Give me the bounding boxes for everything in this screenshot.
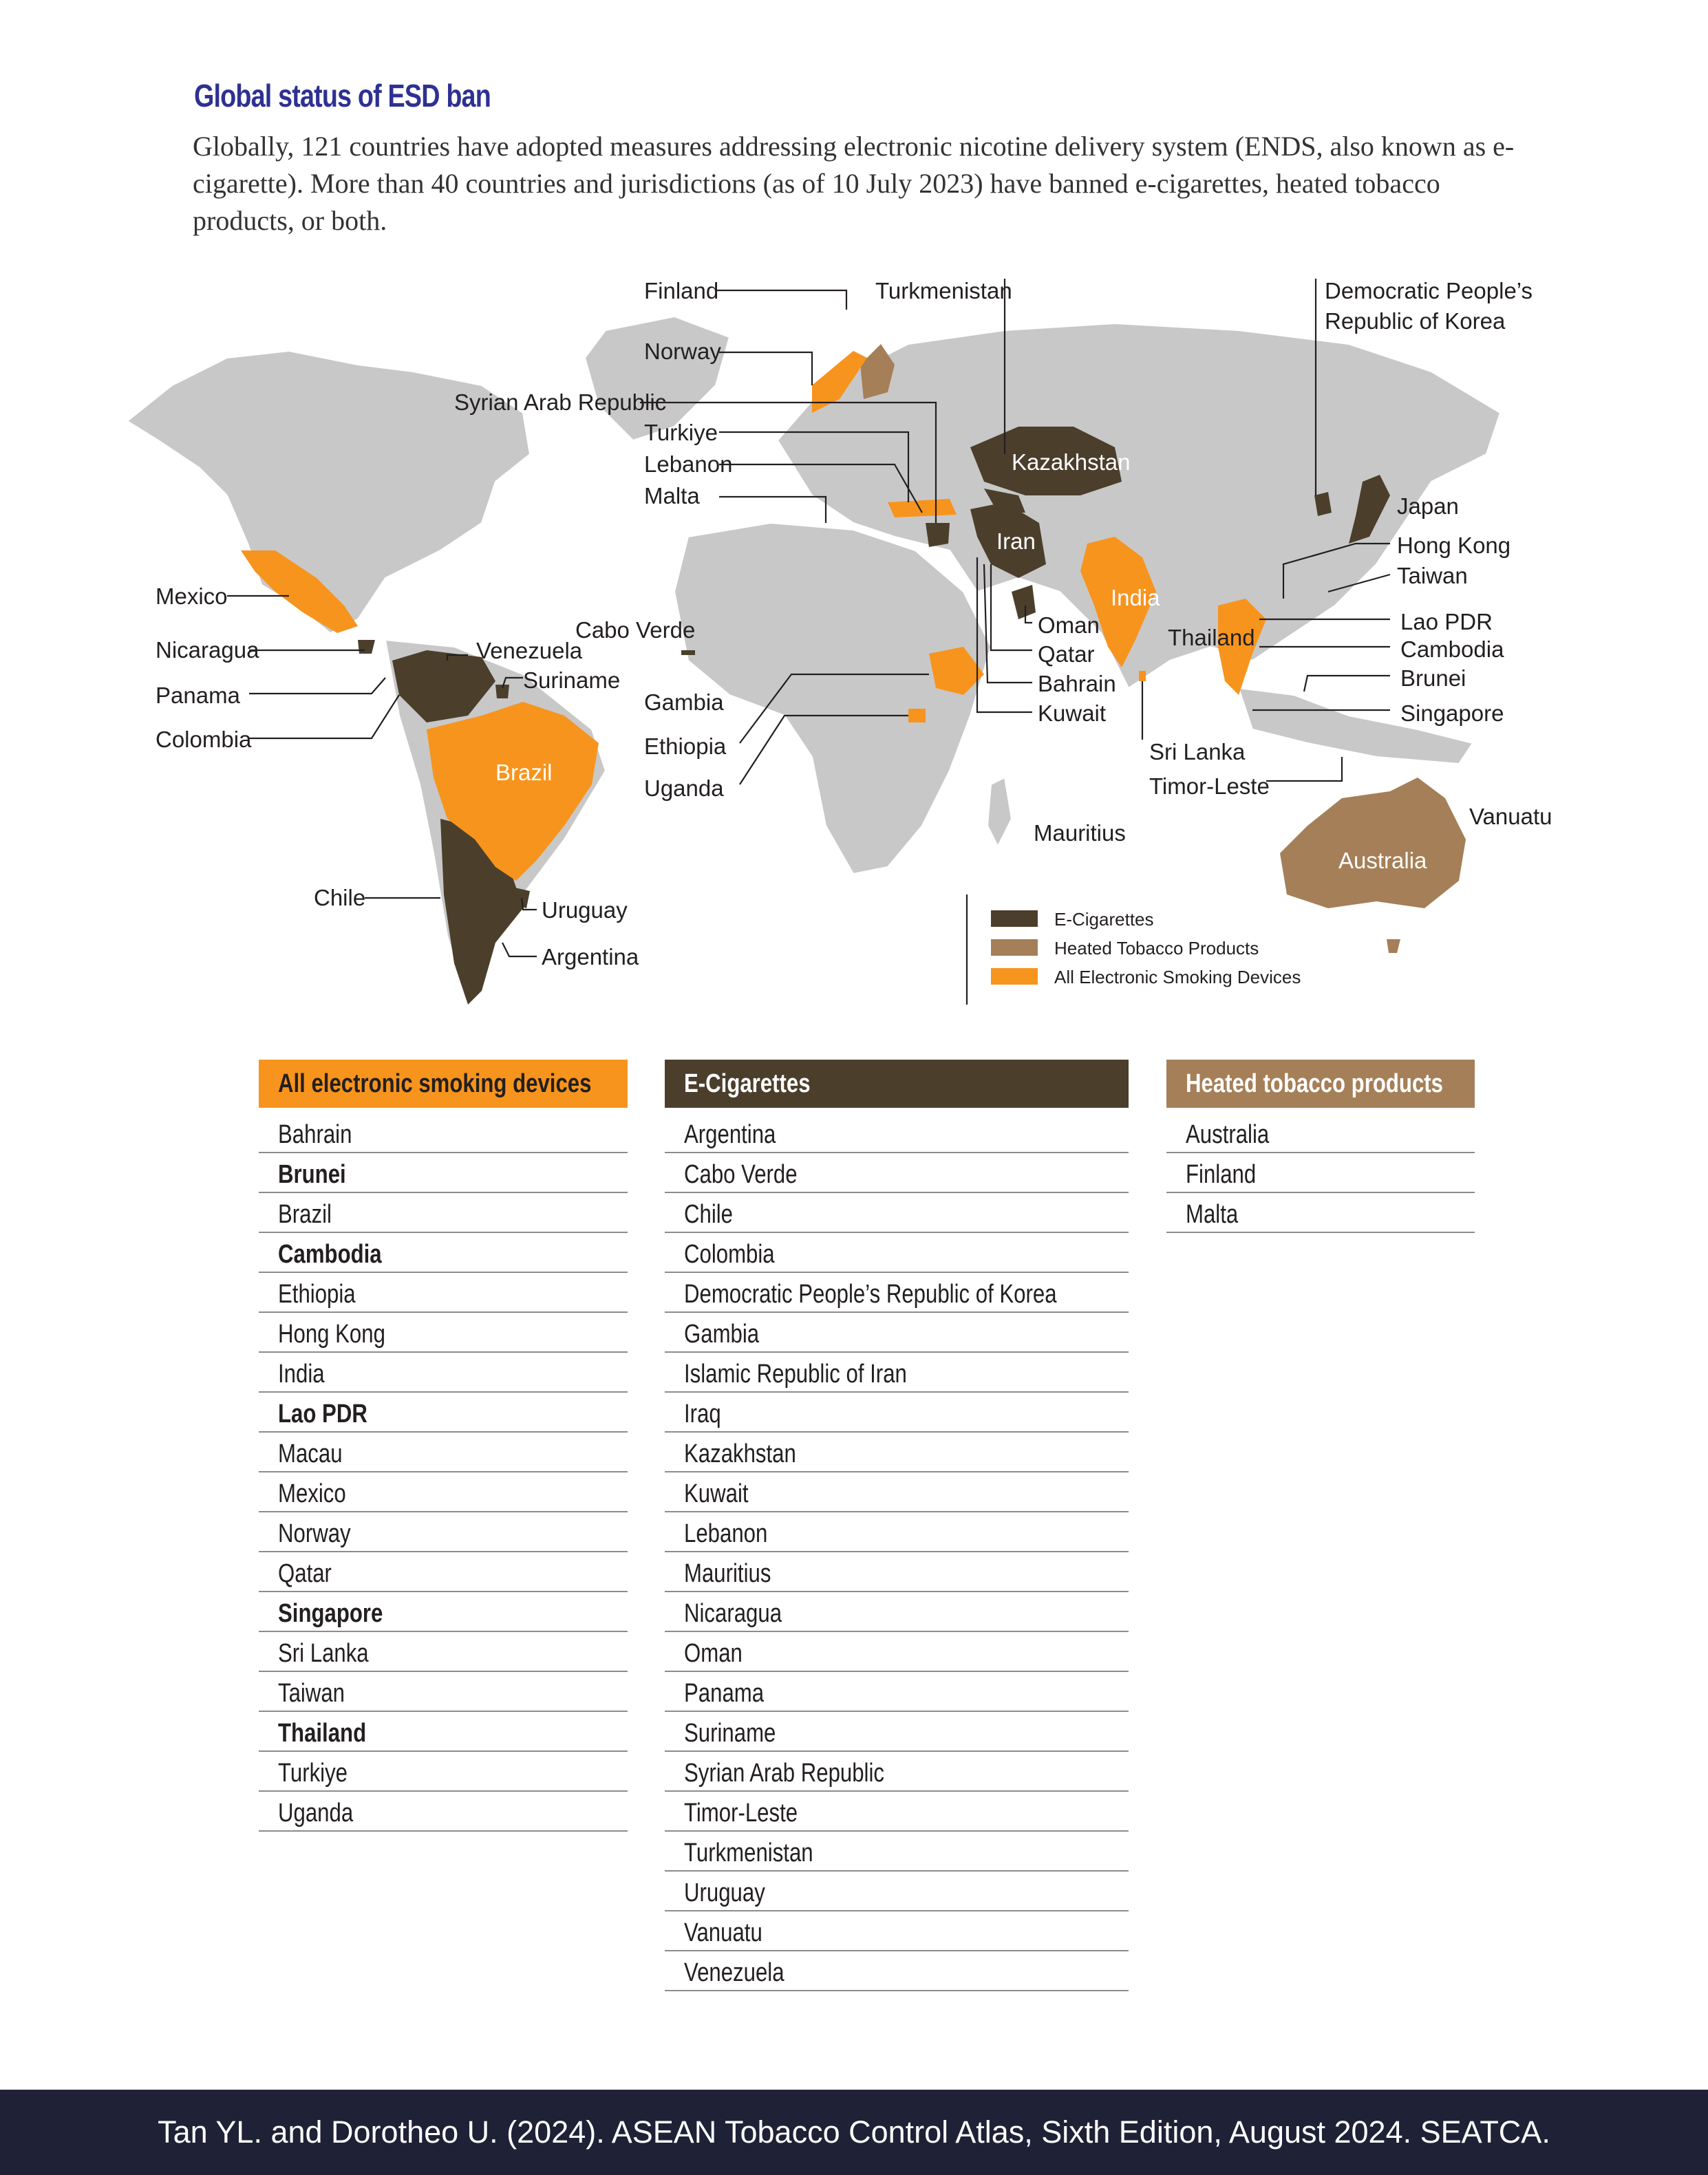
table-cell-country: Lao PDR: [278, 1400, 367, 1428]
label-nicaragua: Nicaragua: [156, 637, 259, 663]
label-dprk-line2: Republic of Korea: [1325, 308, 1506, 334]
table-row: [259, 1592, 628, 1632]
table-cell-country: Turkiye: [278, 1759, 348, 1788]
label-timor-leste: Timor-Leste: [1149, 773, 1270, 799]
table-cell-country: Ethiopia: [278, 1280, 356, 1309]
label-kazakhstan: Kazakhstan: [1012, 449, 1131, 475]
table-header-all-esd: All electronic smoking devices: [259, 1060, 628, 1108]
label-mexico: Mexico: [156, 583, 228, 609]
table-row: [259, 1153, 628, 1193]
label-singapore: Singapore: [1400, 700, 1504, 726]
table-cell-country: Brunei: [278, 1160, 346, 1189]
table-row: [665, 1472, 1129, 1512]
legend-all-esd: All Electronic Smoking Devices: [1054, 967, 1301, 987]
table-cell-country: Singapore: [278, 1599, 383, 1628]
label-japan: Japan: [1397, 493, 1459, 519]
label-uruguay: Uruguay: [542, 897, 628, 923]
region-sri-lanka: [1139, 671, 1146, 681]
table-cell-country: Syrian Arab Republic: [684, 1759, 884, 1788]
table-row: [665, 1552, 1129, 1592]
table-row: [665, 1872, 1129, 1911]
table-rows-heated-tobacco: [1166, 1113, 1475, 1233]
region-gambia: [681, 650, 695, 655]
label-oman: Oman: [1038, 612, 1100, 638]
legend-swatch-heated-tobacco: [991, 939, 1038, 956]
region-oman: [1012, 585, 1036, 619]
table-cell-country: Argentina: [684, 1120, 776, 1149]
table-row: [259, 1273, 628, 1313]
table-row: [665, 1153, 1129, 1193]
table-row: [665, 1951, 1129, 1991]
region-uganda: [908, 709, 926, 722]
label-ethiopia: Ethiopia: [644, 733, 727, 759]
world-map: [0, 261, 1708, 1025]
table-row: [259, 1193, 628, 1233]
table-cell-country: Macau: [278, 1439, 343, 1468]
label-finland: Finland: [644, 278, 719, 303]
table-cell-country: Cambodia: [278, 1240, 382, 1269]
table-cell-country: Islamic Republic of Iran: [684, 1360, 907, 1389]
label-turkiye: Turkiye: [644, 420, 718, 445]
table-row: [259, 1313, 628, 1353]
region-australia: [1280, 778, 1466, 908]
table-cell-country: Chile: [684, 1200, 734, 1229]
label-qatar: Qatar: [1038, 641, 1095, 667]
table-row: [665, 1353, 1129, 1393]
table-cell-country: Oman: [684, 1639, 743, 1668]
table-cell-country: Brazil: [278, 1200, 332, 1229]
label-thailand: Thailand: [1168, 625, 1255, 650]
table-row: [665, 1393, 1129, 1433]
table-cell-country: Cabo Verde: [684, 1160, 798, 1189]
table-row: [665, 1672, 1129, 1712]
table-cell-country: Uruguay: [684, 1878, 765, 1907]
label-hong-kong: Hong Kong: [1397, 533, 1511, 558]
table-cell-country: Vanuatu: [684, 1918, 762, 1947]
label-chile: Chile: [314, 885, 366, 910]
table-cell-country: Iraq: [684, 1400, 721, 1428]
se-asia-islands-land: [1239, 688, 1473, 764]
table-cell-country: India: [278, 1360, 325, 1389]
madagascar-land: [988, 778, 1012, 846]
table-cell-country: Norway: [278, 1519, 351, 1548]
footer-citation: Tan YL. and Dorotheo U. (2024). ASEAN Tobacco Control Atlas, Sixth Edition, August 2024. SEATCA.: [0, 2090, 1708, 2175]
table-row: [665, 1712, 1129, 1752]
table-row: [259, 1512, 628, 1552]
legend-swatch-e-cigarettes: [991, 910, 1038, 927]
region-tasmania: [1387, 939, 1400, 953]
table-row: [259, 1393, 628, 1433]
legend-heated-tobacco: Heated Tobacco Products: [1054, 938, 1259, 958]
label-taiwan: Taiwan: [1397, 563, 1468, 588]
table-cell-country: Bahrain: [278, 1120, 352, 1149]
table-row: [665, 1113, 1129, 1153]
label-cambodia: Cambodia: [1400, 636, 1504, 662]
table-row: [665, 1193, 1129, 1233]
table-row: [665, 1273, 1129, 1313]
label-malta: Malta: [644, 483, 700, 508]
label-colombia: Colombia: [156, 727, 252, 752]
table-cell-country: Thailand: [278, 1719, 367, 1748]
label-suriname: Suriname: [523, 667, 621, 693]
table-cell-country: Kuwait: [684, 1479, 749, 1508]
table-cell-country: Democratic People’s Republic of Korea: [684, 1280, 1057, 1309]
map-legend: [991, 909, 1301, 987]
table-row: [259, 1433, 628, 1472]
table-row: [665, 1433, 1129, 1472]
label-brunei: Brunei: [1400, 665, 1466, 691]
table-cell-country: Hong Kong: [278, 1320, 385, 1349]
table-heated-tobacco: [1166, 1060, 1475, 1233]
table-header-e-cigarettes: E-Cigarettes: [665, 1060, 1129, 1108]
table-row: [1166, 1193, 1475, 1233]
table-cell-country: Timor-Leste: [684, 1799, 798, 1828]
label-brazil: Brazil: [495, 760, 553, 785]
table-row: [259, 1632, 628, 1672]
intro-paragraph: Globally, 121 countries have adopted measures addressing electronic nicotine delivery system (ENDS, also known as e-cigarette). More than 40 countries and jurisdictions (as of 10 July 2023) have banned e-cigarettes, heated tobacco products, or both.: [193, 131, 1515, 236]
page-title: Global status of ESD ban: [194, 78, 491, 114]
table-cell-country: Venezuela: [684, 1958, 784, 1987]
table-cell-country: Malta: [1186, 1200, 1239, 1229]
table-row: [1166, 1153, 1475, 1193]
table-row: [259, 1712, 628, 1752]
table-cell-country: Qatar: [278, 1559, 332, 1588]
table-row: [665, 1792, 1129, 1832]
label-venezuela: Venezuela: [476, 638, 583, 663]
table-cell-country: Uganda: [278, 1799, 354, 1828]
table-header-heated-tobacco: Heated tobacco products: [1166, 1060, 1475, 1108]
label-lao: Lao PDR: [1400, 609, 1493, 634]
legend-swatch-all-esd: [991, 968, 1038, 985]
table-cell-country: Kazakhstan: [684, 1439, 796, 1468]
label-gambia: Gambia: [644, 689, 724, 715]
label-panama: Panama: [156, 683, 240, 708]
table-cell-country: Australia: [1186, 1120, 1270, 1149]
region-nicaragua: [358, 640, 375, 654]
table-row: [665, 1233, 1129, 1273]
region-syria: [926, 523, 950, 547]
table-row: [259, 1113, 628, 1153]
table-rows-e-cigarettes: [665, 1113, 1129, 1991]
table-e-cigarettes: [665, 1060, 1129, 1991]
label-cabo-verde: Cabo Verde: [575, 617, 696, 643]
label-turkmenistan: Turkmenistan: [875, 278, 1012, 303]
legend-e-cigarettes: E-Cigarettes: [1054, 909, 1154, 930]
label-norway: Norway: [644, 339, 721, 364]
table-row: [259, 1233, 628, 1273]
table-cell-country: Colombia: [684, 1240, 775, 1269]
table-row: [665, 1592, 1129, 1632]
label-kuwait: Kuwait: [1038, 700, 1107, 726]
table-row: [665, 1911, 1129, 1951]
table-row: [259, 1792, 628, 1832]
table-cell-country: Sri Lanka: [278, 1639, 369, 1668]
label-lebanon: Lebanon: [644, 451, 733, 477]
table-cell-country: Turkmenistan: [684, 1839, 813, 1867]
table-cell-country: Taiwan: [278, 1679, 345, 1708]
table-row: [259, 1552, 628, 1592]
table-cell-country: Nicaragua: [684, 1599, 782, 1628]
table-row: [259, 1672, 628, 1712]
table-rows-all-esd: [259, 1113, 628, 1832]
table-row: [259, 1472, 628, 1512]
label-uganda: Uganda: [644, 775, 724, 801]
label-argentina: Argentina: [542, 944, 639, 969]
label-australia: Australia: [1338, 848, 1427, 873]
label-dprk-line1: Democratic People’s: [1325, 278, 1533, 303]
table-row: [259, 1752, 628, 1792]
table-cell-country: Mexico: [278, 1479, 346, 1508]
label-syria: Syrian Arab Republic: [454, 389, 667, 415]
table-row: [665, 1512, 1129, 1552]
table-cell-country: Lebanon: [684, 1519, 768, 1548]
table-cell-country: Suriname: [684, 1719, 776, 1748]
table-row: [665, 1832, 1129, 1872]
label-mauritius: Mauritius: [1034, 820, 1126, 846]
label-sri-lanka: Sri Lanka: [1149, 739, 1246, 764]
label-vanuatu: Vanuatu: [1469, 804, 1552, 829]
table-row: [665, 1752, 1129, 1792]
label-india: India: [1111, 585, 1160, 610]
table-all-esd: [259, 1060, 628, 1832]
table-row: [1166, 1113, 1475, 1153]
table-cell-country: Panama: [684, 1679, 765, 1708]
label-bahrain: Bahrain: [1038, 671, 1116, 696]
table-cell-country: Gambia: [684, 1320, 760, 1349]
table-cell-country: Mauritius: [684, 1559, 771, 1588]
table-row: [259, 1353, 628, 1393]
table-row: [665, 1632, 1129, 1672]
table-cell-country: Finland: [1186, 1160, 1257, 1189]
table-row: [665, 1313, 1129, 1353]
label-iran: Iran: [996, 528, 1036, 554]
